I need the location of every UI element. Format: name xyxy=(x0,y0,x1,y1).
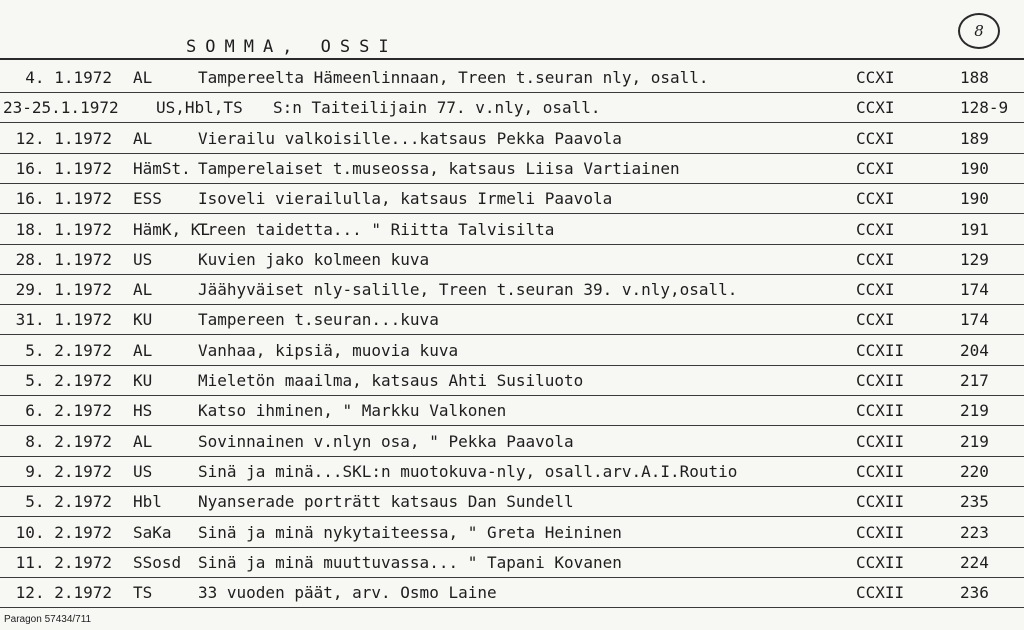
entry-source: HämSt. xyxy=(133,158,191,178)
entry-date: 16. 1.1972 xyxy=(15,158,112,178)
entry-volume: CCXII xyxy=(856,492,905,512)
entry-row xyxy=(0,274,1024,305)
entry-row xyxy=(0,62,1024,93)
entry-page: 189 xyxy=(960,128,989,148)
entry-description: Isoveli vierailulla, katsaus Irmeli Paavola xyxy=(198,189,613,209)
entry-volume: CCXI xyxy=(856,280,895,300)
entry-page: 219 xyxy=(960,431,989,451)
entry-date: 4. 1.1972 xyxy=(25,68,112,87)
entry-volume: CCXII xyxy=(856,461,905,481)
entry-source: Hbl xyxy=(133,492,162,512)
entry-volume: CCXI xyxy=(856,68,895,87)
entry-source: KU xyxy=(133,371,153,390)
entry-row xyxy=(0,304,1024,335)
page-number-circle: 8 xyxy=(958,13,1000,49)
entry-description: Treen taidetta... " Riitta Talvisilta xyxy=(198,219,555,239)
entry-volume: CCXI xyxy=(856,310,895,330)
entry-description: Sinä ja minä muuttuvassa... " Tapani Kovanen xyxy=(198,552,622,572)
entry-volume: CCXII xyxy=(856,552,905,572)
entry-description: Kuvien jako kolmeen kuva xyxy=(198,249,430,269)
entry-source: TS xyxy=(133,583,153,603)
entry-row xyxy=(0,335,1024,366)
entry-date: 9. 2.1972 xyxy=(25,461,112,481)
entry-volume: CCXII xyxy=(856,371,905,390)
entry-page: 224 xyxy=(960,552,989,572)
entry-row xyxy=(0,183,1024,214)
entry-date: 10. 2.1972 xyxy=(15,522,112,542)
entry-date: 8. 2.1972 xyxy=(25,431,112,451)
entry-source: US,Hbl,TS xyxy=(156,98,243,118)
entry-page: 204 xyxy=(960,340,989,360)
entry-date: 29. 1.1972 xyxy=(15,280,112,300)
entry-page: 174 xyxy=(960,310,989,330)
entry-description: Vierailu valkoisille...katsaus Pekka Paavola xyxy=(198,128,622,148)
entry-page: 217 xyxy=(960,371,989,390)
entry-row xyxy=(0,123,1024,154)
entry-source: AL xyxy=(133,280,153,300)
entry-page: 129 xyxy=(960,249,989,269)
entry-row xyxy=(0,426,1024,457)
entry-source: AL xyxy=(133,431,153,451)
entry-date: 5. 2.1972 xyxy=(25,492,112,512)
entry-page: 174 xyxy=(960,280,989,300)
entry-row xyxy=(0,547,1024,578)
entry-date: 28. 1.1972 xyxy=(15,249,112,269)
entry-row xyxy=(0,244,1024,275)
entry-page: 190 xyxy=(960,158,989,178)
entry-source: ESS xyxy=(133,189,162,209)
entry-date: 12. 1.1972 xyxy=(15,128,112,148)
entry-page: 191 xyxy=(960,219,989,239)
entry-description: S:n Taiteilijain 77. v.nly, osall. xyxy=(273,98,601,118)
entry-row xyxy=(0,577,1024,608)
entry-date: 12. 2.1972 xyxy=(15,583,112,603)
entry-description: Tampereen t.seuran...kuva xyxy=(198,310,439,330)
header-rule xyxy=(0,58,1024,60)
entry-description: Sinä ja minä nykytaiteessa, " Greta Heininen xyxy=(198,522,622,542)
entry-volume: CCXII xyxy=(856,401,905,421)
entry-volume: CCXI xyxy=(856,128,895,148)
entry-row xyxy=(0,395,1024,426)
entry-row xyxy=(0,365,1024,396)
entry-description: 33 vuoden päät, arv. Osmo Laine xyxy=(198,583,497,603)
entry-page: 223 xyxy=(960,522,989,542)
entry-row xyxy=(0,456,1024,487)
entry-date: 18. 1.1972 xyxy=(15,219,112,239)
entry-description: Katso ihminen, " Markku Valkonen xyxy=(198,401,507,421)
entry-description: Sovinnainen v.nlyn osa, " Pekka Paavola xyxy=(198,431,574,451)
entry-description: Tamperelaiset t.museossa, katsaus Liisa Vartiainen xyxy=(198,158,680,178)
entry-volume: CCXII xyxy=(856,583,905,603)
entry-page: 128-9 xyxy=(960,98,1009,118)
entry-date: 5. 2.1972 xyxy=(25,340,112,360)
entry-page: 236 xyxy=(960,583,989,603)
entry-source: AL xyxy=(133,68,153,87)
card-heading-name: SOMMA, OSSI xyxy=(186,37,398,57)
entry-date: 31. 1.1972 xyxy=(15,310,112,330)
entry-source: AL xyxy=(133,128,153,148)
entry-row xyxy=(0,517,1024,548)
entry-date: 23-25.1.1972 xyxy=(3,98,119,118)
printer-imprint: Paragon 57434/711 xyxy=(4,614,92,625)
entry-page: 219 xyxy=(960,401,989,421)
entry-volume: CCXII xyxy=(856,340,905,360)
entry-source: SSosd xyxy=(133,552,182,572)
entry-volume: CCXI xyxy=(856,158,895,178)
entry-description: Jäähyväiset nly-salille, Treen t.seuran 39. v.nly,osall. xyxy=(198,280,738,300)
entry-row xyxy=(0,486,1024,517)
entry-page: 190 xyxy=(960,189,989,209)
entry-description: Sinä ja minä...SKL:n muotokuva-nly, osall.arv.A.I.Routio xyxy=(198,461,738,481)
entry-volume: CCXII xyxy=(856,431,905,451)
entry-page: 188 xyxy=(960,68,989,87)
entry-page: 220 xyxy=(960,461,989,481)
entry-source: SaKa xyxy=(133,522,172,542)
entry-page: 235 xyxy=(960,492,989,512)
entry-description: Mieletön maailma, katsaus Ahti Susiluoto xyxy=(198,371,584,390)
entry-date: 11. 2.1972 xyxy=(15,552,112,572)
entry-source: KU xyxy=(133,310,153,330)
entry-source: US xyxy=(133,461,153,481)
entry-volume: CCXI xyxy=(856,98,895,118)
entry-source: AL xyxy=(133,340,153,360)
entry-date: 6. 2.1972 xyxy=(25,401,112,421)
entry-row xyxy=(0,214,1024,245)
entry-description: Nyanserade porträtt katsaus Dan Sundell xyxy=(198,492,574,512)
entry-description: Tampereelta Hämeenlinnaan, Treen t.seuran nly, osall. xyxy=(198,68,709,87)
entry-source: US xyxy=(133,249,153,269)
entry-date: 5. 2.1972 xyxy=(25,371,112,390)
entry-source: HS xyxy=(133,401,153,421)
entry-date: 16. 1.1972 xyxy=(15,189,112,209)
entry-volume: CCXI xyxy=(856,219,895,239)
entry-volume: CCXI xyxy=(856,249,895,269)
entry-row xyxy=(0,92,1024,123)
entry-volume: CCXI xyxy=(856,189,895,209)
entry-volume: CCXII xyxy=(856,522,905,542)
entry-row xyxy=(0,153,1024,184)
entry-description: Vanhaa, kipsiä, muovia kuva xyxy=(198,340,459,360)
entry-source: HämK, KL xyxy=(133,219,211,239)
